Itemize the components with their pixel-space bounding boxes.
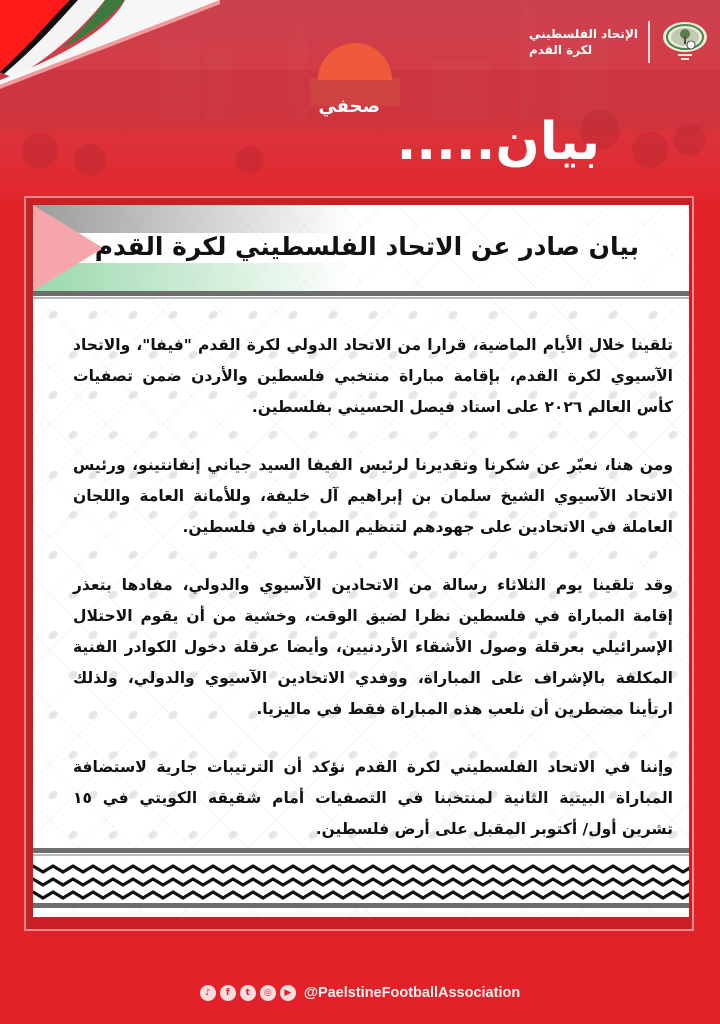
statement-card — [33, 205, 689, 917]
org-name-line2: لكرة القدم — [528, 43, 593, 57]
pattern-dot — [327, 309, 339, 320]
pattern-dot — [47, 549, 59, 560]
footer-social — [0, 975, 720, 1011]
pattern-dot — [487, 309, 499, 320]
pattern-dot — [287, 309, 299, 320]
facebook-icon[interactable]: f — [220, 985, 236, 1001]
pfa-logo — [500, 12, 710, 72]
tiktok-icon[interactable]: ♪ — [200, 985, 216, 1001]
paragraph-3: وقد تلقينا يوم الثلاثاء رسالة من الاتحادين الآسيوي والدولي، مفادها بتعذر إقامة المباراة في فلسطين نظرا لضيق الوقت، وخشية من أن يقوم الاحتلال الإسرائيلي بعرقلة وصول الأشقاء الأردنيين، وأيضا عرقلة دخول الكوادر الفنية المكلفة بالإشراف على المباراة، ووفدي الاتحادين الآسيوي والدولي، ولذلك ارتأينا مضطرين أن نلعب هذه المباراة فقط في ماليزيا. — [73, 576, 673, 718]
youtube-icon[interactable]: ▶ — [280, 985, 296, 1001]
pattern-dot — [607, 309, 619, 320]
instagram-icon[interactable]: ◎ — [260, 985, 276, 1001]
title-rule-thin — [33, 297, 689, 299]
keffiyeh-wave-row — [33, 892, 689, 898]
pattern-dot — [247, 309, 259, 320]
pattern-dot — [527, 309, 539, 320]
social-handle[interactable]: @PaelstineFootballAssociation — [303, 985, 521, 1001]
bottom-rule — [33, 848, 689, 853]
pattern-dot — [47, 309, 59, 320]
pattern-dot — [367, 309, 379, 320]
pfa-crest-icon — [660, 17, 710, 67]
pattern-dot — [47, 789, 59, 800]
title-band — [33, 205, 689, 291]
pattern-dot — [167, 309, 179, 320]
palestine-flag-icon — [0, 0, 220, 90]
pattern-dot — [567, 309, 579, 320]
org-name — [529, 26, 638, 58]
title-rule — [33, 291, 689, 296]
heading-main: بيان..... — [396, 112, 600, 172]
press-statement-heading — [180, 96, 600, 176]
keffiyeh-wave-row — [33, 879, 689, 885]
pattern-dot — [47, 709, 59, 720]
org-name-line1: الإتحاد الفلسطيني — [528, 27, 638, 41]
paragraph-1: تلقينا خلال الأيام الماضية، قرارا من الاتحاد الدولي لكرة القدم "فيفا"، والاتحاد الآسيوي لكرة القدم، بإقامة مباراة منتخبي فلسطين والأردن ضمن تصفيات كأس العالم ٢٠٢٦ على استاد فيصل الحسيني بفلسطين. — [73, 336, 673, 416]
pattern-dot — [87, 309, 99, 320]
pattern-dot — [447, 309, 459, 320]
logo-divider — [648, 21, 650, 63]
paragraph-4: وإننا في الاتحاد الفلسطيني لكرة القدم نؤكد أن الترتيبات جارية لاستضافة المباراة البيتية الثانية لمنتخبنا في التصفيات أمام شقيقه الكويتي في ١٥ تشرين أول/ أكتوبر المقبل على أرض فلسطين. — [73, 758, 673, 838]
twitter-icon[interactable]: t — [240, 985, 256, 1001]
pattern-dot — [47, 469, 59, 480]
keffiyeh-wave-pattern — [33, 857, 689, 903]
pattern-dot — [407, 309, 419, 320]
keffiyeh-border — [33, 857, 689, 903]
pattern-dot — [47, 629, 59, 640]
heading-sub: صحفي — [318, 96, 380, 117]
band-rule — [33, 903, 689, 908]
statement-title: بيان صادر عن الاتحاد الفلسطيني لكرة القدم — [94, 232, 639, 261]
paragraph-2: ومن هنا، نعبّر عن شكرنا وتقديرنا لرئيس الفيفا السيد جياني إنفانتينو، ورئيس الاتحاد الآسيوي الشيخ سلمان بن إبراهيم آل خليفة، وللأمانة العامة واللجان العاملة في الاتحادين على جهودهم لتنظيم المباراة في فلسطين. — [73, 456, 673, 536]
keffiyeh-wave-row — [33, 866, 689, 872]
statement-body — [73, 330, 673, 872]
pattern-dot — [47, 389, 59, 400]
pattern-dot — [207, 309, 219, 320]
pattern-dot — [127, 309, 139, 320]
header-banner — [0, 0, 720, 200]
pattern-dot — [647, 309, 659, 320]
bottom-rule-thin — [33, 854, 689, 856]
